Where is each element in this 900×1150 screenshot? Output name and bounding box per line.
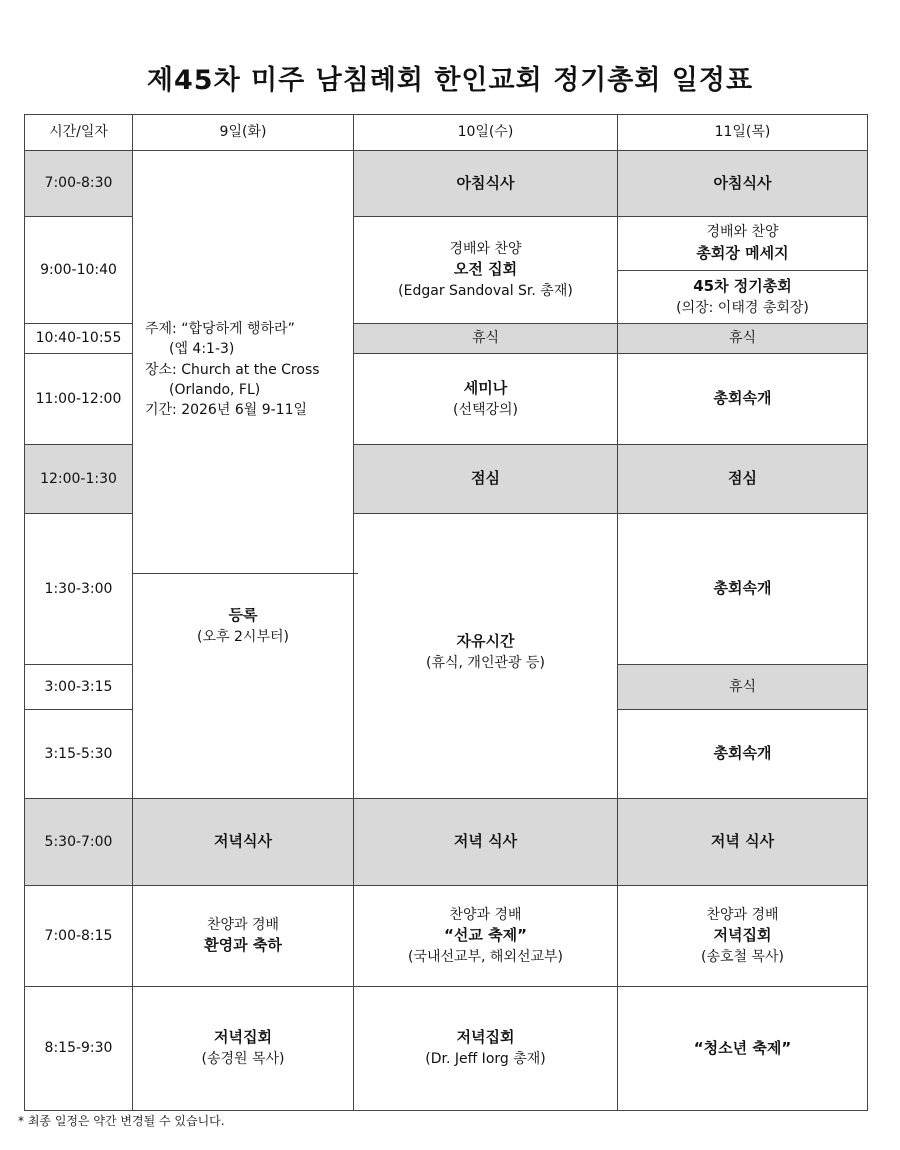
header-day3: 11일(목) xyxy=(617,114,868,151)
night-title: 저녁집회 xyxy=(214,1028,272,1047)
message-cell-day3 xyxy=(617,216,868,271)
registration-cell xyxy=(132,573,354,799)
time-cell: 10:40-10:55 xyxy=(24,323,133,354)
page-title: 제45차 미주 남침례회 한인교회 정기총회 일정표 xyxy=(146,65,754,96)
evening-worship: 찬양과 경배 xyxy=(206,916,280,933)
president-message: 총회장 메세지 xyxy=(696,243,789,262)
time-cell: 7:00-8:15 xyxy=(24,885,133,987)
header-day2: 10일(수) xyxy=(353,114,618,151)
header-time: 시간/일자 xyxy=(24,114,133,151)
evening-speaker: (송호철 목사) xyxy=(701,948,784,965)
break-cell-day2: 휴식 xyxy=(353,323,618,354)
dinner-cell-day1: 저녁식사 xyxy=(132,798,354,886)
resume-cell-3: 총회속개 xyxy=(617,709,868,799)
night-speaker: (송경원 목사) xyxy=(201,1051,285,1068)
morning-worship: 경배와 찬양 xyxy=(449,240,522,257)
event-theme: 주제: “합당하게 행하라” xyxy=(145,321,295,337)
time-cell: 8:15-9:30 xyxy=(24,986,133,1111)
morning-host: (Edgar Sandoval Sr. 총재) xyxy=(398,282,573,299)
break-cell-day3-afternoon: 휴식 xyxy=(617,664,868,710)
time-cell: 7:00-8:30 xyxy=(24,150,133,217)
footnote: * 최종 일정은 약간 변경될 수 있습니다. xyxy=(18,1114,225,1128)
evening-meeting: 저녁집회 xyxy=(713,926,772,945)
time-cell: 5:30-7:00 xyxy=(24,798,133,886)
time-cell: 11:00-12:00 xyxy=(24,353,133,445)
mission-note: (국내선교부, 해외선교부) xyxy=(407,948,564,965)
time-cell: 12:00-1:30 xyxy=(24,444,133,514)
header-day1: 9일(화) xyxy=(132,114,354,151)
free-time-title: 자유시간 xyxy=(456,631,515,650)
seminar-cell xyxy=(353,353,618,445)
evening-worship: 찬양과 경배 xyxy=(449,906,522,923)
youth-festival-cell: “청소년 축제” xyxy=(617,986,868,1111)
event-place: 장소: Church at the Cross xyxy=(145,361,320,378)
resume-cell-2: 총회속개 xyxy=(617,513,868,665)
night-cell-day2 xyxy=(353,986,618,1111)
seminar-note: (선택강의) xyxy=(452,401,519,418)
registration-label: 등록 xyxy=(228,606,258,624)
evening-cell-day2 xyxy=(353,885,618,987)
evening-worship: 찬양과 경배 xyxy=(706,906,779,923)
morning-cell-day2 xyxy=(353,216,618,324)
time-cell: 3:15-5:30 xyxy=(24,709,133,799)
time-cell: 9:00-10:40 xyxy=(24,216,133,324)
assembly-chair: (의장: 이태경 총회장) xyxy=(676,299,809,316)
lunch-cell-day3: 점심 xyxy=(617,444,868,514)
evening-cell-day3 xyxy=(617,885,868,987)
lunch-cell-day2: 점심 xyxy=(353,444,618,514)
dinner-cell-day2: 저녁 식사 xyxy=(353,798,618,886)
mission-festival: “선교 축제” xyxy=(444,926,527,945)
dinner-cell-day3: 저녁 식사 xyxy=(617,798,868,886)
resume-cell-1: 총회속개 xyxy=(617,353,868,445)
evening-cell-day1 xyxy=(132,885,354,987)
night-cell-day1 xyxy=(132,986,354,1111)
break-cell-day3: 휴식 xyxy=(617,323,868,354)
free-time-note: (휴식, 개인관광 등) xyxy=(426,654,545,671)
night-title: 저녁집회 xyxy=(456,1028,515,1047)
breakfast-cell-day2: 아침식사 xyxy=(353,150,618,217)
seminar-title: 세미나 xyxy=(463,378,508,397)
event-dates: 기간: 2026년 6월 9-11일 xyxy=(145,402,307,419)
morning-worship: 경배와 찬양 xyxy=(706,224,779,241)
evening-welcome: 환영과 축하 xyxy=(204,936,282,955)
registration-note: (오후 2시부터) xyxy=(197,628,289,645)
breakfast-cell-day3: 아침식사 xyxy=(617,150,868,217)
assembly-title: 45차 정기총회 xyxy=(693,276,792,295)
assembly-cell xyxy=(617,270,868,324)
divider-line xyxy=(132,573,358,574)
morning-session: 오전 집회 xyxy=(453,260,518,279)
free-time-cell xyxy=(353,513,618,799)
time-cell: 1:30-3:00 xyxy=(24,513,133,665)
event-city: (Orlando, FL) xyxy=(169,381,261,398)
night-host: (Dr. Jeff Iorg 총재) xyxy=(425,1051,546,1068)
time-cell: 3:00-3:15 xyxy=(24,664,133,710)
event-verse: (엡 4:1-3) xyxy=(169,341,235,358)
